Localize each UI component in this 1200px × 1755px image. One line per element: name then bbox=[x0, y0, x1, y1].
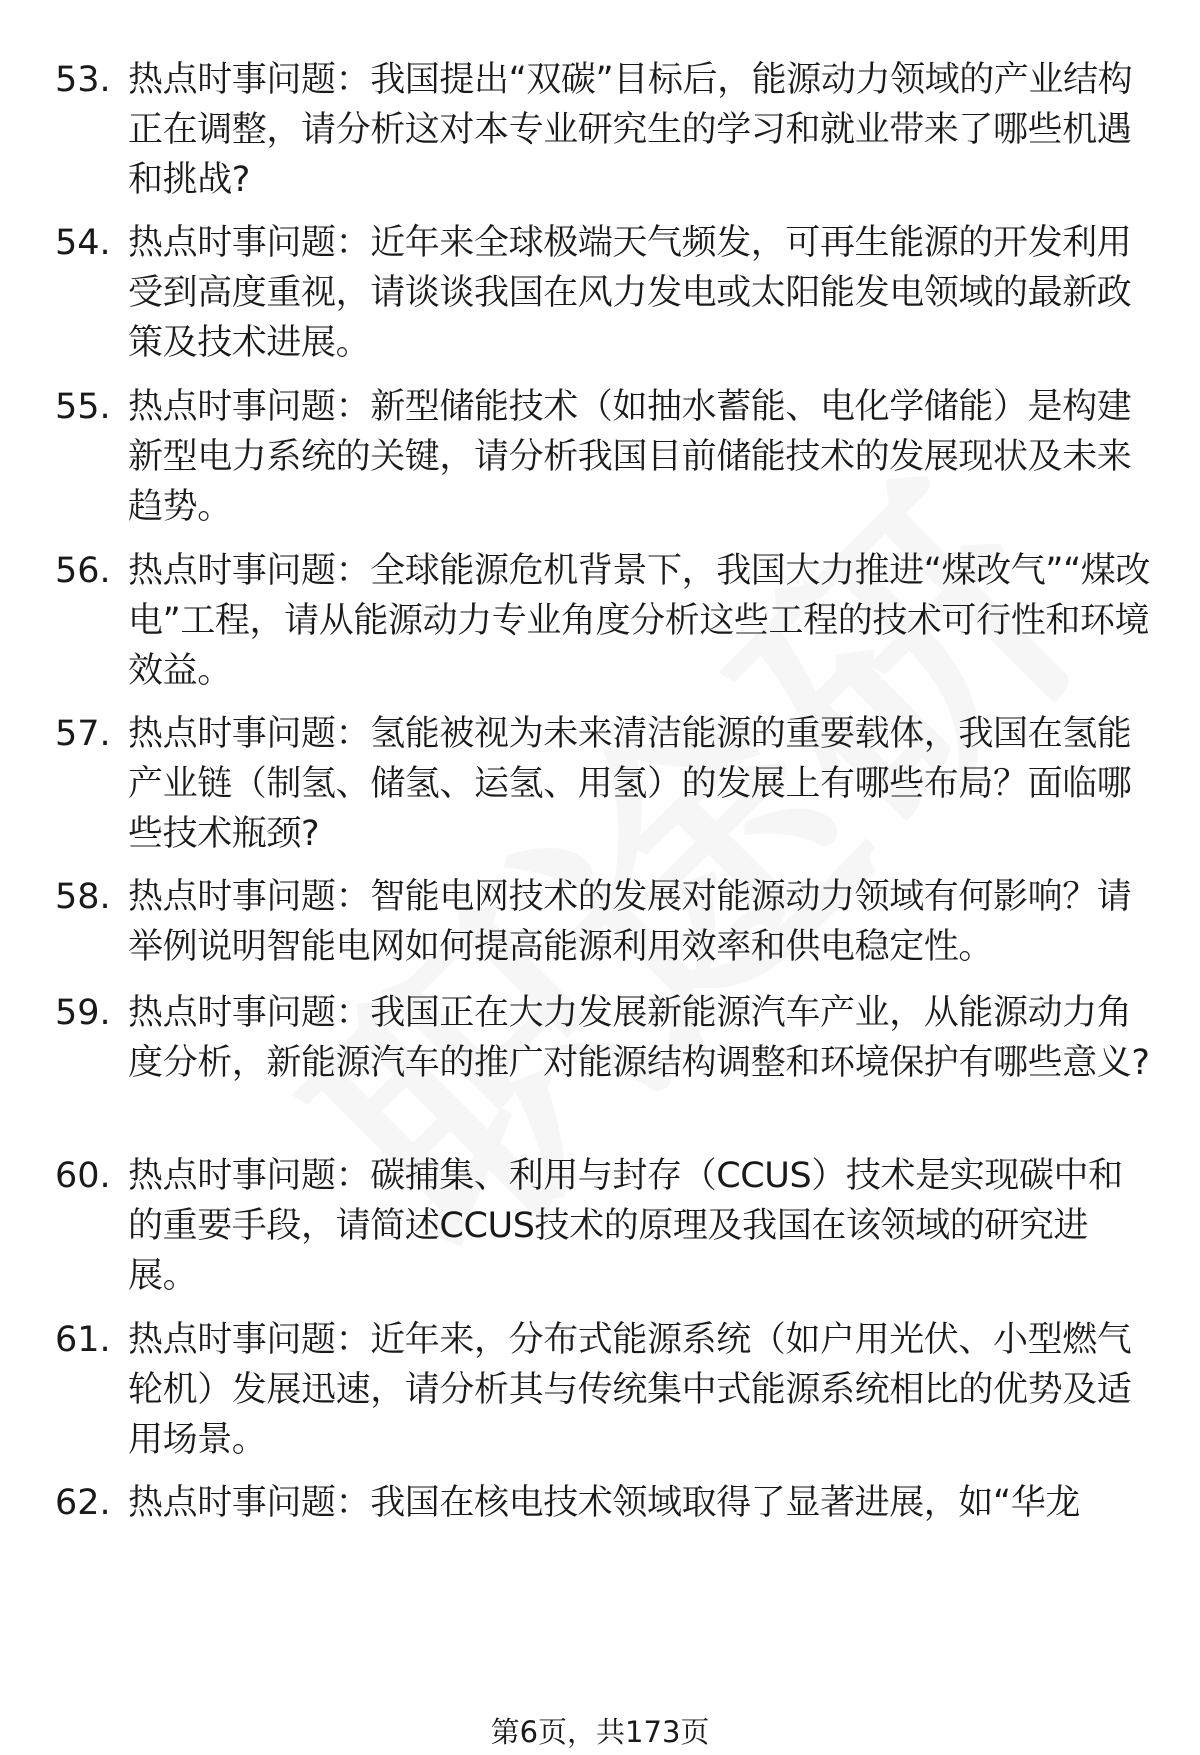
question-number: 61. bbox=[55, 1320, 111, 1360]
question-number: 57. bbox=[55, 714, 111, 754]
question-number: 54. bbox=[55, 223, 111, 263]
question-item bbox=[55, 709, 1165, 859]
question-item bbox=[55, 1315, 1165, 1465]
question-number: 59. bbox=[55, 993, 111, 1033]
question-text: 热点时事问题：我国在核电技术领域取得了显著进展，如“华龙 bbox=[128, 1483, 1080, 1523]
question-text: 热点时事问题：我国提出“双碳”目标后，能源动力领域的产业结构正在调整，请分析这对本专业研究生的学习和就业带来了哪些机遇和挑战? bbox=[128, 60, 1133, 200]
question-item bbox=[55, 382, 1165, 532]
question-number: 55. bbox=[55, 387, 111, 427]
question-item bbox=[55, 872, 1165, 972]
question-number: 56. bbox=[55, 551, 111, 591]
question-number: 62. bbox=[55, 1483, 111, 1523]
question-number: 58. bbox=[55, 877, 111, 917]
question-text: 热点时事问题：智能电网技术的发展对能源动力领域有何影响？请举例说明智能电网如何提高能源利用效率和供电稳定性。 bbox=[128, 877, 1132, 967]
question-text: 热点时事问题：近年来全球极端天气频发，可再生能源的开发利用受到高度重视，请谈谈我国在风力发电或太阳能发电领域的最新政策及技术进展。 bbox=[128, 223, 1132, 363]
question-item bbox=[55, 1478, 1165, 1528]
question-text: 热点时事问题：近年来，分布式能源系统（如户用光伏、小型燃气轮机）发展迅速，请分析其与传统集中式能源系统相比的优势及适用场景。 bbox=[128, 1320, 1132, 1460]
question-text: 热点时事问题：氢能被视为未来清洁能源的重要载体，我国在氢能产业链（制氢、储氢、运氢、用氢）的发展上有哪些布局？面临哪些技术瓶颈? bbox=[128, 714, 1132, 854]
question-text: 热点时事问题：碳捕集、利用与封存（CCUS）技术是实现碳中和的重要手段，请简述CCUS技术的原理及我国在该领域的研究进展。 bbox=[128, 1156, 1123, 1296]
question-item bbox=[55, 55, 1165, 205]
question-item bbox=[55, 1151, 1165, 1301]
question-item bbox=[55, 218, 1165, 368]
page-footer: 第6页，共173页 bbox=[490, 1715, 710, 1749]
question-item bbox=[55, 546, 1165, 696]
question-item bbox=[55, 988, 1165, 1088]
question-text: 热点时事问题：我国正在大力发展新能源汽车产业，从能源动力角度分析，新能源汽车的推广对能源结构调整和环境保护有哪些意义? bbox=[128, 993, 1150, 1083]
question-text: 热点时事问题：全球能源危机背景下，我国大力推进“煤改气”“煤改电”工程，请从能源动力专业角度分析这些工程的技术可行性和环境效益。 bbox=[128, 551, 1150, 691]
question-number: 60. bbox=[55, 1156, 111, 1196]
question-text: 热点时事问题：新型储能技术（如抽水蓄能、电化学储能）是构建新型电力系统的关键，请分析我国目前储能技术的发展现状及未来趋势。 bbox=[128, 387, 1132, 527]
question-number: 53. bbox=[55, 60, 111, 100]
